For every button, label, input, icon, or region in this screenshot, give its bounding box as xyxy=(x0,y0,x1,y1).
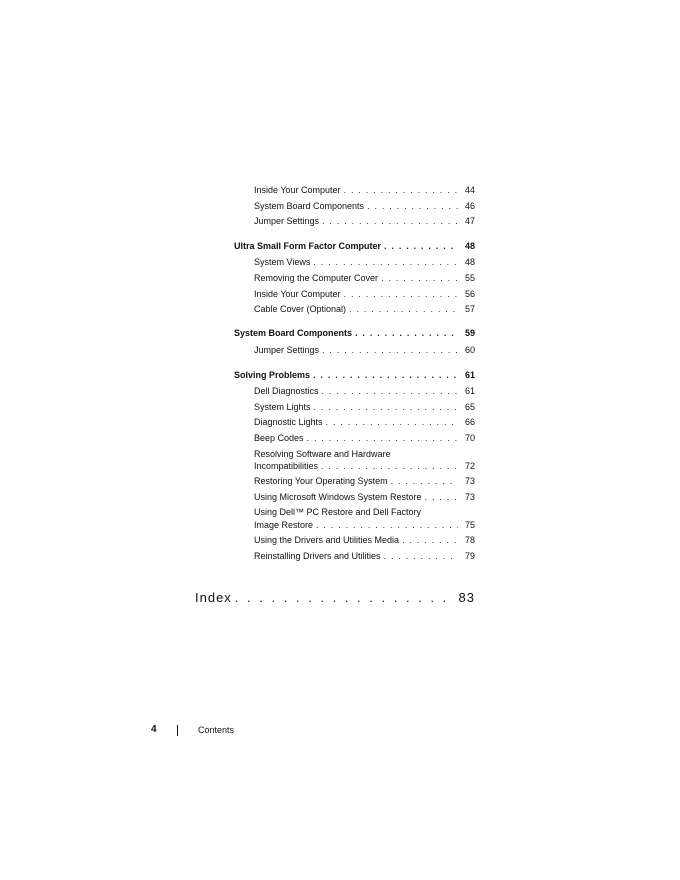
leader-dots xyxy=(391,475,458,488)
toc-entry-page: 73 xyxy=(464,476,475,486)
leader-dots xyxy=(322,344,458,357)
toc-entry[interactable] xyxy=(254,416,475,429)
leader-dots xyxy=(384,240,458,253)
toc-entry-page: 48 xyxy=(464,257,475,267)
toc-entry[interactable] xyxy=(254,288,475,301)
toc-entry-title: Reinstalling Drivers and Utilities xyxy=(254,551,381,561)
toc-entry-title: Inside Your Computer xyxy=(254,185,341,195)
leader-dots xyxy=(314,401,458,414)
toc-entry[interactable] xyxy=(254,200,475,213)
leader-dots xyxy=(316,519,458,532)
toc-entry-page: 61 xyxy=(464,386,475,396)
toc-entry[interactable] xyxy=(254,432,475,445)
toc-section-page: 48 xyxy=(464,241,475,251)
toc-entry-title: Jumper Settings xyxy=(254,216,320,226)
leader-dots xyxy=(425,491,458,504)
toc-entry-title: Image Restore xyxy=(254,520,314,530)
toc-entry-title: Cable Cover (Optional) xyxy=(254,304,347,314)
toc-entry[interactable] xyxy=(254,272,475,285)
toc-entry-title: Diagnostic Lights xyxy=(254,417,323,427)
toc-entry[interactable] xyxy=(254,184,475,197)
toc-entry[interactable] xyxy=(254,303,475,316)
toc-entry-page: 57 xyxy=(464,304,475,314)
toc-section-entry[interactable] xyxy=(234,369,475,382)
toc-entry[interactable] xyxy=(254,460,475,473)
toc-section-entry[interactable] xyxy=(234,240,475,253)
toc-entry-page: 44 xyxy=(464,185,475,195)
leader-dots xyxy=(313,256,458,269)
leader-dots xyxy=(235,591,456,604)
leader-dots xyxy=(355,327,458,340)
toc-entry-page: 75 xyxy=(464,520,475,530)
leader-dots xyxy=(402,534,458,547)
leader-dots xyxy=(384,550,458,563)
toc-chapter-title: Index xyxy=(195,590,232,605)
toc-entry[interactable] xyxy=(254,550,475,563)
toc-entry[interactable] xyxy=(254,534,475,547)
toc-entry-page: 46 xyxy=(464,201,475,211)
toc-entry-title: Dell Diagnostics xyxy=(254,386,319,396)
leader-dots xyxy=(381,272,458,285)
toc-entry-title: Beep Codes xyxy=(254,433,304,443)
toc-entry-page: 70 xyxy=(464,433,475,443)
footer-page-number: 4 xyxy=(151,724,157,735)
toc-entry-page: 47 xyxy=(464,216,475,226)
toc-chapter-page: 83 xyxy=(458,590,475,605)
footer-separator xyxy=(177,725,178,736)
leader-dots xyxy=(313,369,458,382)
toc-section-title: Ultra Small Form Factor Computer xyxy=(234,241,382,251)
toc-entry-title: Removing the Computer Cover xyxy=(254,273,379,283)
leader-dots xyxy=(344,184,458,197)
toc-entry[interactable] xyxy=(254,385,475,398)
toc-section-page: 61 xyxy=(464,370,475,380)
toc-entry[interactable] xyxy=(254,519,475,532)
toc-entry-page: 55 xyxy=(464,273,475,283)
toc-entry-title: Restoring Your Operating System xyxy=(254,476,388,486)
toc-entry-page: 60 xyxy=(464,345,475,355)
toc-entry[interactable] xyxy=(254,256,475,269)
leader-dots xyxy=(321,460,458,473)
toc-entry-title: Incompatibilities xyxy=(254,461,319,471)
toc-section-page: 59 xyxy=(464,328,475,338)
leader-dots xyxy=(344,288,458,301)
toc-entry[interactable] xyxy=(254,491,475,504)
toc-entry-title-line1: Using Dell™ PC Restore and Dell Factory xyxy=(254,507,422,517)
toc-entry-page: 73 xyxy=(464,492,475,502)
toc-entry-title: Using Microsoft Windows System Restore xyxy=(254,492,422,502)
toc-section-title: Solving Problems xyxy=(234,370,311,380)
toc-entry-title: Inside Your Computer xyxy=(254,289,341,299)
toc-entry[interactable] xyxy=(254,475,475,488)
toc-entry-page: 66 xyxy=(464,417,475,427)
toc-entry-title: System Lights xyxy=(254,402,311,412)
toc-section-title: System Board Components xyxy=(234,328,353,338)
toc-entry-page: 65 xyxy=(464,402,475,412)
leader-dots xyxy=(322,215,458,228)
toc-entry[interactable] xyxy=(254,215,475,228)
toc-section-entry[interactable] xyxy=(234,327,475,340)
toc-entry-title: Using the Drivers and Utilities Media xyxy=(254,535,400,545)
leader-dots xyxy=(322,385,458,398)
toc-entry-title: System Views xyxy=(254,257,311,267)
toc-chapter-entry[interactable] xyxy=(195,591,475,604)
leader-dots xyxy=(307,432,458,445)
leader-dots xyxy=(326,416,458,429)
toc-entry-title: System Board Components xyxy=(254,201,365,211)
footer-section-title: Contents xyxy=(198,725,235,735)
toc-entry-page: 78 xyxy=(464,535,475,545)
toc-entry-page: 72 xyxy=(464,461,475,471)
toc-entry[interactable] xyxy=(254,344,475,357)
toc-entry-page: 79 xyxy=(464,551,475,561)
leader-dots xyxy=(349,303,458,316)
leader-dots xyxy=(367,200,458,213)
toc-entry-title-line1: Resolving Software and Hardware xyxy=(254,449,391,459)
toc-entry[interactable] xyxy=(254,401,475,414)
toc-entry-title: Jumper Settings xyxy=(254,345,320,355)
toc-entry-page: 56 xyxy=(464,289,475,299)
